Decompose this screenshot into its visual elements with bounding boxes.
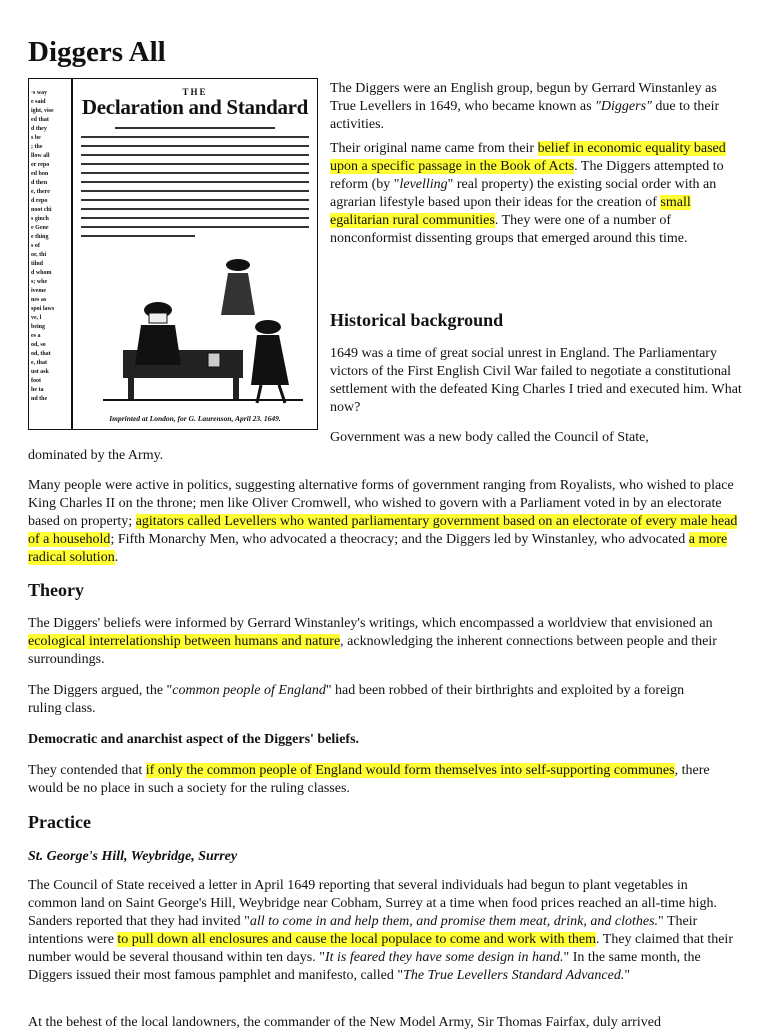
strip-fragment: iveme — [31, 288, 46, 294]
strip-fragment: d whom — [31, 270, 52, 276]
strip-fragment: e thing — [31, 234, 49, 240]
strip-fragment: s of — [31, 243, 40, 249]
strip-fragment: d repo — [31, 198, 48, 204]
highlight: a more radical solution — [28, 532, 728, 565]
pamphlet-imprint: Imprinted at London, for G. Laurenson, April 23. 1649. — [109, 414, 281, 423]
pamphlet-illustration — [28, 78, 318, 430]
strip-fragment: e Gene — [31, 225, 49, 231]
strip-fragment: or, thi — [31, 252, 47, 258]
strip-fragment: ust ask — [31, 369, 49, 375]
theory-paragraph-3: They contended that if only the common people of England would form themselves into self-supporting communes, there would be no place in such a society for the ruling classes. — [28, 763, 710, 796]
strip-fragment: e said — [31, 99, 46, 105]
pamphlet-header-small: THE — [182, 87, 208, 97]
historical-paragraph-1: 1649 was a time of great social unrest in England. The Parliamentary victors of the First English Civil War failed to negotiate a constitutional settlement with the defeated King Charles I tried and executed him. What now? — [330, 346, 742, 415]
page-title: Diggers All — [28, 36, 166, 68]
strip-fragment: ight, vise — [31, 108, 54, 114]
highlight: agitators called Levellers who wanted parliamentary government based on an electorate of every male head of a household — [28, 514, 738, 547]
woodcut-figures — [103, 255, 303, 405]
historical-paragraph-2a: Government was a new body called the Council of State, — [330, 430, 649, 445]
highlight: belief in economic equality based upon a specific passage in the Book of Acts — [330, 141, 726, 174]
intro-paragraph-1: The Diggers were an English group, begun by Gerrard Winstanley as True Levellers in 1649, who became known as "Diggers" due to their activities. — [330, 81, 720, 132]
strip-fragment: s ginch — [31, 216, 49, 222]
strip-fragment: being — [31, 324, 46, 330]
theory-paragraph-2: The Diggers argued, the "common people of England" had been robbed of their birthrights and exploited by a foreign ruling class. — [28, 683, 685, 716]
practice-subheading: St. George's Hill, Weybridge, Surrey — [28, 849, 238, 864]
theory-heading: Theory — [28, 580, 84, 600]
highlight: ecological interrelationship between humans and nature — [28, 634, 341, 649]
strip-fragment: spoi laws — [31, 306, 55, 312]
strip-fragment: d they — [31, 126, 47, 132]
historical-paragraph-3: Many people were active in politics, suggesting alternative forms of government ranging from Royalists, who wished to place King Charles II on the throne; men like Oliver Cromwell, who wished to govern with a Parliament voted in by an electorate based on property; agitators called Levellers who wanted parliamentary government based on an electorate of every male head of a household; Fifth Monarchy Men, who advocated a theocracy; and the Diggers led by Winstanley, who advocated a more radical solution. — [28, 478, 738, 565]
adjacent-page-strip — [29, 79, 63, 429]
strip-fragment: e, that — [31, 360, 47, 366]
strip-fragment: ; the — [31, 144, 43, 150]
practice-heading: Practice — [28, 812, 91, 832]
highlight: if only the common people of England would form themselves into self-supporting communes — [145, 763, 675, 778]
strip-fragment: s be — [31, 135, 41, 141]
strip-fragment: nd the — [31, 396, 48, 402]
strip-fragment: ve, l — [31, 315, 42, 321]
strip-fragment: ed that — [31, 117, 49, 123]
pamphlet-page — [71, 79, 317, 429]
strip-fragment: llow all — [31, 153, 50, 159]
strip-fragment: d then — [31, 180, 48, 186]
highlight: to pull down all enclosures and cause the local populace to come and work with them — [117, 932, 597, 947]
strip-fragment: od, so — [31, 342, 46, 348]
strip-fragment: e, there — [31, 189, 50, 195]
pamphlet-body-text — [81, 127, 309, 251]
pamphlet-title: Declaration and Standard — [81, 95, 309, 119]
historical-paragraph-2b: dominated by the Army. — [28, 448, 164, 463]
strip-fragment: s; whe — [31, 279, 48, 285]
theory-subheading: Democratic and anarchist aspect of the Diggers' beliefs. — [28, 732, 360, 747]
strip-fragment: noot chi — [31, 207, 52, 213]
strip-fragment: es a — [31, 333, 41, 339]
highlight: small egalitarian rural communities — [330, 195, 691, 228]
strip-fragment: er repo — [31, 162, 50, 168]
strip-fragment: od, that — [31, 351, 51, 357]
intro-paragraph-2: Their original name came from their belief in economic equality based upon a specific passage in the Book of Acts. The Diggers attempted to reform (by "levelling" real property) the existing social order with an agrarian lifestyle based upon their ideas for the creation of small egalitarian rural communities. They were one of a number of nonconformist dissenting groups that emerged around this time. — [330, 141, 726, 246]
theory-paragraph-1: The Diggers' beliefs were informed by Gerrard Winstanley's writings, which encompassed a worldview that envisioned an ecological interrelationship between humans and nature, acknowledging the inherent connections between people and their surroundings. — [28, 616, 717, 667]
strip-fragment: ·s way — [31, 90, 48, 96]
strip-fragment: ed bon — [31, 171, 49, 177]
strip-fragment: he ta — [31, 387, 44, 393]
strip-fragment: foot — [31, 378, 41, 384]
practice-paragraph-2: At the behest of the local landowners, the commander of the New Model Army, Sir Thomas Fairfax, duly arrived — [28, 1015, 661, 1030]
practice-paragraph-1: The Council of State received a letter in April 1649 reporting that several individuals had begun to plant vegetables in common land on Saint George's Hill, Weybridge near Cobham, Surrey at a time when food prices reached an all-time high. Sanders reported that they had invited "all to come in and help them, and promise them meat, drink, and clothes." Their intentions were to pull down all enclosures and cause the local populace to come and work with them. They claimed that their number would be several thousand within ten days. "It is feared they have some design in hand." In the same month, the Diggers issued their most famous pamphlet and manifesto, called "The True Levellers Standard Advanced." — [28, 878, 733, 983]
historical-background-heading: Historical background — [330, 310, 504, 330]
strip-fragment: nes as — [31, 297, 47, 303]
strip-fragment: tilnd — [31, 261, 44, 267]
